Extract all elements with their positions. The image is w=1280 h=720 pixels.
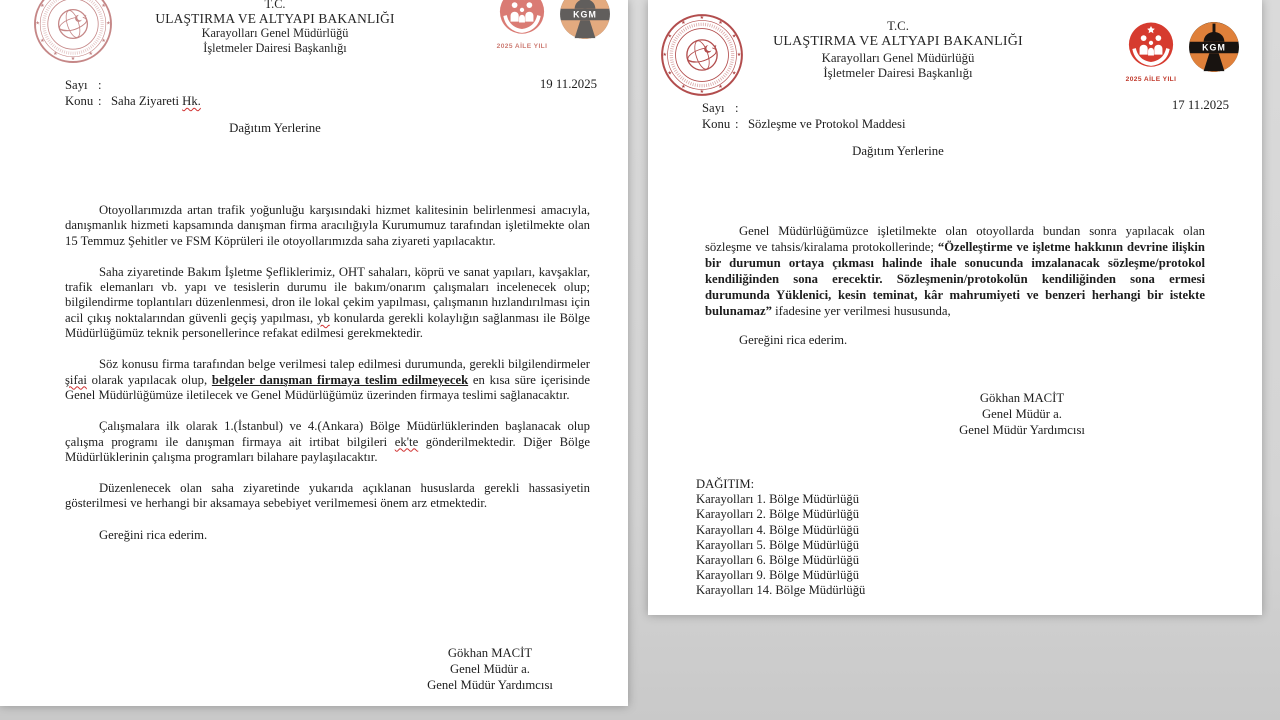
svg-text:★: ★ xyxy=(718,84,723,91)
konu-label: Konu xyxy=(65,93,94,108)
signature-line: Gökhan MACİT xyxy=(979,391,1065,405)
paragraph xyxy=(65,357,590,403)
letter-meta xyxy=(65,78,201,110)
header-logos xyxy=(1125,21,1240,83)
aile-yili-icon xyxy=(1125,21,1177,70)
svg-text:★: ★ xyxy=(718,19,723,26)
text-segment: belgeler danışman firmaya teslim edilmeyecek xyxy=(211,372,469,387)
letterhead-department: İşletmeler Dairesi Başkanlığı xyxy=(823,66,973,81)
sayi-colon: : xyxy=(735,101,739,115)
text-segment: Çalışmalara ilk olarak 1.(İstanbul) ve 4.(Ankara) Bölge Müdürlüklerinden başlanacak olup çalışma programı ile danışman firmaya ait irtibat bilgileri xyxy=(65,419,590,449)
text-segment: yb xyxy=(317,310,330,325)
distribution-item: Karayolları 4. Bölge Müdürlüğü xyxy=(696,522,859,537)
svg-text:★: ★ xyxy=(70,56,76,62)
letterhead-ministry: ULAŞTIRMA VE ALTYAPI BAKANLIĞI xyxy=(773,34,1023,50)
svg-text:★: ★ xyxy=(662,52,668,58)
text-segment: ek'te xyxy=(394,434,419,449)
text-segment: Sözleşme ve Protokol Maddesi xyxy=(748,116,906,131)
distribution-list xyxy=(696,492,865,598)
sayi-colon: : xyxy=(98,78,102,92)
text-segment: konularda gerekli kolaylığın sağlanması ile Bölge Müdürlüğümüz teknik personellerince refakat edilmesi gerekmektedir. xyxy=(65,310,590,341)
distribution-block xyxy=(696,477,865,599)
signature-line: Genel Müdür Yardımcısı xyxy=(427,677,553,692)
letter-meta xyxy=(702,101,906,133)
svg-text:★: ★ xyxy=(699,14,705,21)
letterhead-department: İşletmeler Dairesi Başkanlığı xyxy=(203,40,347,55)
letter-date: 17 11.2025 xyxy=(1171,98,1229,112)
letter-body xyxy=(65,203,590,559)
signature-line: Gökhan MACİT xyxy=(447,646,533,660)
sayi-row xyxy=(702,101,906,117)
aile-yili-icon xyxy=(496,0,548,37)
svg-text:★: ★ xyxy=(88,52,93,58)
letterhead-directorate: Karayolları Genel Müdürlüğü xyxy=(821,50,975,65)
kgm-logo-text: KGM xyxy=(1202,42,1226,53)
letterhead-ministry: ULAŞTIRMA VE ALTYAPI BAKANLIĞI xyxy=(155,11,395,27)
paragraph xyxy=(65,419,590,465)
aile-yili-logo xyxy=(1125,21,1177,83)
svg-text:★: ★ xyxy=(699,89,705,96)
svg-text:★: ★ xyxy=(731,33,737,40)
konu-row xyxy=(702,117,906,133)
sayi-label: Sayı xyxy=(702,101,725,115)
svg-text:★: ★ xyxy=(681,19,686,26)
svg-text:★: ★ xyxy=(40,3,45,9)
svg-text:★: ★ xyxy=(83,13,88,18)
kgm-icon xyxy=(559,0,611,40)
konu-colon: : xyxy=(735,116,739,131)
paragraph-group xyxy=(705,223,1205,319)
svg-text:★: ★ xyxy=(681,84,686,91)
aile-yili-caption: 2025 AİLE YILI xyxy=(1125,76,1177,83)
distribution-item: Karayolları 5. Bölge Müdürlüğü xyxy=(696,537,859,552)
svg-text:★: ★ xyxy=(736,52,742,58)
svg-text:★: ★ xyxy=(667,33,673,40)
aile-yili-emblem xyxy=(1125,21,1177,75)
kgm-logo xyxy=(559,0,611,45)
svg-text:★: ★ xyxy=(106,21,111,27)
text-segment: gönderilmektedir. Diğer Bölge Müdürlüklerinin çalışma programları bilahare paylaşılacaktır. xyxy=(65,434,590,464)
closing-line: Gereğini rica ederim. xyxy=(99,527,208,542)
paragraph xyxy=(65,265,590,341)
text-segment: en kısa süre içerisinde Genel Müdürlüğümüze iletilecek ve Genel Müdürlüğümüz üzerinden firmaya teslimi sağlanacaktır. xyxy=(65,372,590,402)
letter-date: 19 11.2025 xyxy=(539,77,597,91)
letter-right xyxy=(648,0,1262,615)
closing-line: Gereğini rica ederim. xyxy=(739,333,848,347)
distribution-item: Karayolları 2. Bölge Müdürlüğü xyxy=(696,507,859,522)
kgm-logo xyxy=(1188,21,1240,78)
svg-text:★: ★ xyxy=(101,39,106,45)
paragraph xyxy=(65,203,590,249)
svg-text:★: ★ xyxy=(53,52,58,58)
aile-yili-emblem xyxy=(496,0,548,42)
konu-value xyxy=(748,117,906,133)
text-segment: şifai xyxy=(65,372,87,387)
sayi-row xyxy=(65,78,201,94)
distribution-title: DAĞITIM: xyxy=(696,477,755,491)
recipient-line: Dağıtım Yerlerine xyxy=(229,121,321,135)
paragraph-group xyxy=(65,203,590,512)
text-segment: Saha Ziyareti xyxy=(111,93,183,108)
text-segment: Otoyollarımızda artan trafik yoğunluğu karşısındaki hizmet kalitesinin belirlenmesi amacıyla, danışmanlık hizmeti kapsamında danışman firma aracılığıyla Kurumumuz tarafından işletilmekte olan 15 Temmuz Şehitler ve FSM Köprüleri ile otoyollarımızda saha ziyareti yapılacaktır. xyxy=(65,203,590,248)
svg-text:★: ★ xyxy=(40,39,45,45)
signature-line: Genel Müdür Yardımcısı xyxy=(959,422,1085,437)
aile-yili-caption: 2025 AİLE YILI xyxy=(496,43,548,50)
signature-block xyxy=(922,391,1122,439)
text-segment: Hk. xyxy=(182,93,201,108)
letterhead-tc: T.C. xyxy=(264,0,286,11)
signature-block xyxy=(390,646,590,694)
text-segment: Söz konusu firma tarafından belge verilmesi talep edilmesi durumunda, gerekli bilgilendirmeler xyxy=(99,357,590,372)
letterhead xyxy=(80,0,470,58)
sayi-label: Sayı xyxy=(65,78,88,92)
distribution-item: Karayolları 14. Bölge Müdürlüğü xyxy=(696,583,866,598)
svg-text:★: ★ xyxy=(35,21,40,27)
distribution-item: Karayolları 1. Bölge Müdürlüğü xyxy=(696,492,859,507)
svg-text:★: ★ xyxy=(731,70,737,77)
text-segment: olarak yapılacak olup, xyxy=(86,372,212,387)
svg-text:★: ★ xyxy=(713,44,717,49)
konu-value xyxy=(111,94,201,110)
text-segment: “Özelleştirme ve işletme hakkının devrine ilişkin bir durumun ortaya çıkması halinde ihale sonucunda imzalanacak sözleşme/protokol kendiliğinden sona erecektir. Sözleşmenin/protokolün kendiliğinden sona ermesi durumunda Yüklenici, kesin teminat, kâr mahrumiyeti ve benzeri herhangi bir istekte bulunamaz” xyxy=(705,240,1205,318)
text-segment: ifadesine yer verilmesi hususunda, xyxy=(771,304,951,318)
text-segment: Genel Müdürlüğümüzce işletilmekte olan otoyollarda bundan sonra yapılacak olan sözleşme ve tahsis/kiralama protokollerinde; xyxy=(705,224,1205,254)
svg-text:★: ★ xyxy=(667,70,673,77)
header-logos xyxy=(496,0,611,50)
letter-left xyxy=(0,0,628,706)
konu-label: Konu xyxy=(702,116,731,131)
text-segment: Düzenlenecek olan saha ziyaretinde yukarıda açıklanan hususlarda gerekli hassasiyetin gösterilmesi ve herhangi bir aksamaya sebebiyet verilmemesi önem arz etmektedir. xyxy=(65,481,590,511)
konu-colon: : xyxy=(98,93,102,108)
letter-body xyxy=(705,223,1205,361)
letterhead xyxy=(703,19,1093,81)
recipient-line: Dağıtım Yerlerine xyxy=(852,144,944,158)
letterhead-directorate: Karayolları Genel Müdürlüğü xyxy=(201,26,349,41)
aile-yili-logo xyxy=(496,0,548,50)
paragraph xyxy=(705,223,1205,319)
signature-line: Genel Müdür a. xyxy=(982,406,1062,421)
distribution-item: Karayolları 9. Bölge Müdürlüğü xyxy=(696,568,859,583)
svg-text:★: ★ xyxy=(101,3,106,9)
konu-row xyxy=(65,94,201,110)
kgm-logo-text: KGM xyxy=(573,9,597,20)
kgm-icon xyxy=(1188,21,1240,73)
text-segment: Saha ziyaretinde Bakım İşletme Şefliklerimiz, OHT sahaları, köprü ve sanat yapıları, kavşaklar, trafik elemanları vb. yapı ve tesislerin durumu ile bakım/onarım çalışmaları incelenecek olup; bilgilendirme toplantıları düzenlenmesi, dron ile lokal çekim yapılması, çalışmanın hızlandırılması için acil çıkış noktalarından güvenli geçiş yapılması, xyxy=(65,264,590,325)
distribution-item: Karayolları 6. Bölge Müdürlüğü xyxy=(696,553,859,568)
paragraph xyxy=(65,481,590,512)
letterhead-tc: T.C. xyxy=(887,19,909,33)
signature-line: Genel Müdür a. xyxy=(450,661,530,676)
